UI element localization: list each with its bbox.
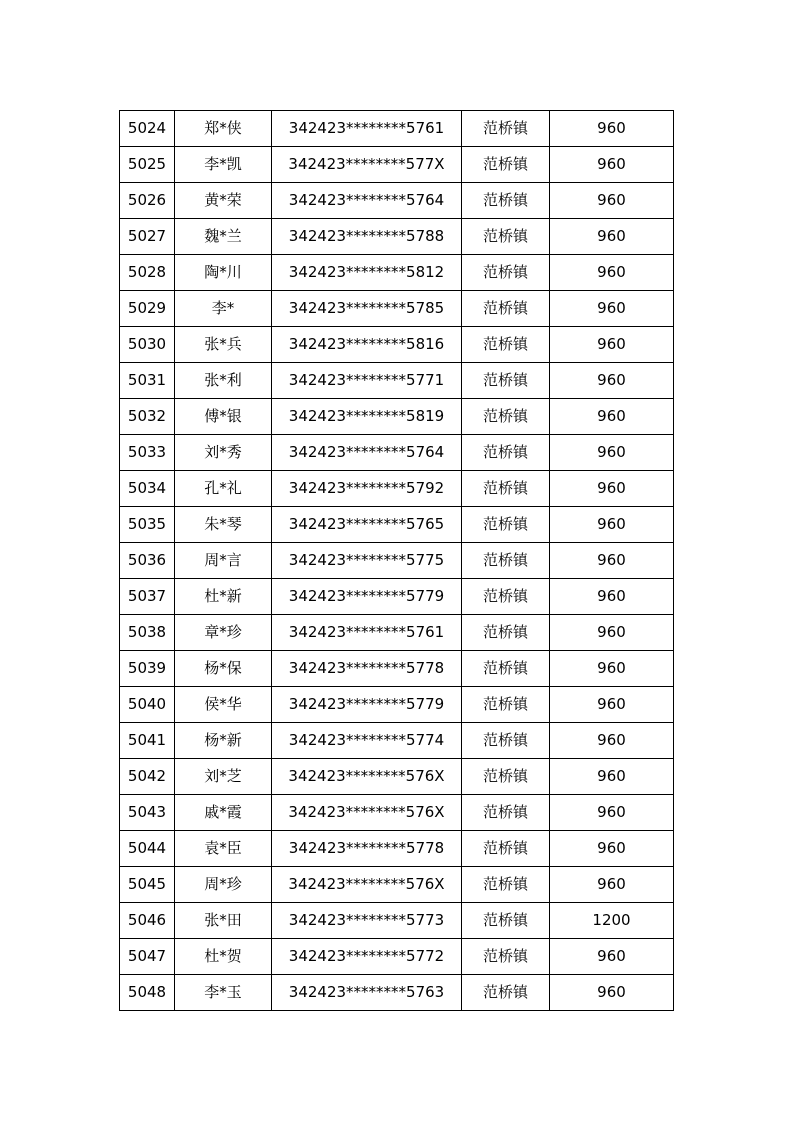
row-number-cell: 5024 — [120, 111, 175, 147]
table-row — [120, 723, 674, 759]
id-number-cell: 342423********5763 — [272, 975, 462, 1011]
name-cell: 李*玉 — [175, 975, 272, 1011]
town-cell: 范桥镇 — [462, 615, 550, 651]
id-number-cell: 342423********576X — [272, 795, 462, 831]
town-cell: 范桥镇 — [462, 111, 550, 147]
town-cell: 范桥镇 — [462, 183, 550, 219]
amount-cell: 960 — [550, 219, 674, 255]
amount-cell: 1200 — [550, 903, 674, 939]
row-number-cell: 5044 — [120, 831, 175, 867]
amount-cell: 960 — [550, 975, 674, 1011]
town-cell: 范桥镇 — [462, 687, 550, 723]
row-number-cell: 5038 — [120, 615, 175, 651]
amount-cell: 960 — [550, 363, 674, 399]
row-number-cell: 5048 — [120, 975, 175, 1011]
amount-cell: 960 — [550, 615, 674, 651]
town-cell: 范桥镇 — [462, 867, 550, 903]
town-cell: 范桥镇 — [462, 435, 550, 471]
amount-cell: 960 — [550, 543, 674, 579]
id-number-cell: 342423********5819 — [272, 399, 462, 435]
amount-cell: 960 — [550, 327, 674, 363]
row-number-cell: 5026 — [120, 183, 175, 219]
name-cell: 陶*川 — [175, 255, 272, 291]
amount-cell: 960 — [550, 471, 674, 507]
amount-cell: 960 — [550, 255, 674, 291]
id-number-cell: 342423********5788 — [272, 219, 462, 255]
roster-table — [119, 110, 674, 1011]
row-number-cell: 5033 — [120, 435, 175, 471]
amount-cell: 960 — [550, 687, 674, 723]
table-row — [120, 687, 674, 723]
town-cell: 范桥镇 — [462, 939, 550, 975]
name-cell: 杨*新 — [175, 723, 272, 759]
table-row — [120, 147, 674, 183]
table-row — [120, 255, 674, 291]
row-number-cell: 5034 — [120, 471, 175, 507]
name-cell: 刘*芝 — [175, 759, 272, 795]
row-number-cell: 5041 — [120, 723, 175, 759]
town-cell: 范桥镇 — [462, 147, 550, 183]
id-number-cell: 342423********5774 — [272, 723, 462, 759]
name-cell: 张*利 — [175, 363, 272, 399]
name-cell: 朱*琴 — [175, 507, 272, 543]
name-cell: 杨*保 — [175, 651, 272, 687]
amount-cell: 960 — [550, 507, 674, 543]
name-cell: 戚*霞 — [175, 795, 272, 831]
id-number-cell: 342423********5785 — [272, 291, 462, 327]
id-number-cell: 342423********5765 — [272, 507, 462, 543]
town-cell: 范桥镇 — [462, 291, 550, 327]
row-number-cell: 5025 — [120, 147, 175, 183]
row-number-cell: 5043 — [120, 795, 175, 831]
town-cell: 范桥镇 — [462, 831, 550, 867]
town-cell: 范桥镇 — [462, 543, 550, 579]
town-cell: 范桥镇 — [462, 759, 550, 795]
row-number-cell: 5035 — [120, 507, 175, 543]
town-cell: 范桥镇 — [462, 723, 550, 759]
name-cell: 郑*侠 — [175, 111, 272, 147]
table-row — [120, 399, 674, 435]
amount-cell: 960 — [550, 579, 674, 615]
id-number-cell: 342423********5812 — [272, 255, 462, 291]
id-number-cell: 342423********5771 — [272, 363, 462, 399]
name-cell: 黄*荣 — [175, 183, 272, 219]
row-number-cell: 5046 — [120, 903, 175, 939]
amount-cell: 960 — [550, 147, 674, 183]
amount-cell: 960 — [550, 939, 674, 975]
town-cell: 范桥镇 — [462, 471, 550, 507]
id-number-cell: 342423********5792 — [272, 471, 462, 507]
name-cell: 魏*兰 — [175, 219, 272, 255]
town-cell: 范桥镇 — [462, 507, 550, 543]
table-row — [120, 111, 674, 147]
name-cell: 袁*臣 — [175, 831, 272, 867]
name-cell: 张*田 — [175, 903, 272, 939]
roster-table-body — [120, 111, 674, 1011]
table-row — [120, 759, 674, 795]
table-row — [120, 435, 674, 471]
amount-cell: 960 — [550, 795, 674, 831]
row-number-cell: 5032 — [120, 399, 175, 435]
town-cell: 范桥镇 — [462, 651, 550, 687]
name-cell: 刘*秀 — [175, 435, 272, 471]
row-number-cell: 5029 — [120, 291, 175, 327]
amount-cell: 960 — [550, 831, 674, 867]
name-cell: 杜*贺 — [175, 939, 272, 975]
row-number-cell: 5031 — [120, 363, 175, 399]
name-cell: 李* — [175, 291, 272, 327]
id-number-cell: 342423********576X — [272, 867, 462, 903]
table-row — [120, 975, 674, 1011]
name-cell: 孔*礼 — [175, 471, 272, 507]
row-number-cell: 5027 — [120, 219, 175, 255]
town-cell: 范桥镇 — [462, 363, 550, 399]
table-row — [120, 471, 674, 507]
amount-cell: 960 — [550, 651, 674, 687]
amount-cell: 960 — [550, 435, 674, 471]
id-number-cell: 342423********5775 — [272, 543, 462, 579]
amount-cell: 960 — [550, 867, 674, 903]
row-number-cell: 5028 — [120, 255, 175, 291]
town-cell: 范桥镇 — [462, 327, 550, 363]
town-cell: 范桥镇 — [462, 903, 550, 939]
town-cell: 范桥镇 — [462, 579, 550, 615]
table-row — [120, 219, 674, 255]
id-number-cell: 342423********576X — [272, 759, 462, 795]
name-cell: 杜*新 — [175, 579, 272, 615]
row-number-cell: 5040 — [120, 687, 175, 723]
table-row — [120, 183, 674, 219]
table-row — [120, 543, 674, 579]
table-row — [120, 831, 674, 867]
id-number-cell: 342423********5761 — [272, 111, 462, 147]
id-number-cell: 342423********5761 — [272, 615, 462, 651]
id-number-cell: 342423********5816 — [272, 327, 462, 363]
town-cell: 范桥镇 — [462, 255, 550, 291]
name-cell: 李*凯 — [175, 147, 272, 183]
name-cell: 周*珍 — [175, 867, 272, 903]
table-row — [120, 795, 674, 831]
town-cell: 范桥镇 — [462, 975, 550, 1011]
id-number-cell: 342423********5778 — [272, 831, 462, 867]
row-number-cell: 5037 — [120, 579, 175, 615]
amount-cell: 960 — [550, 759, 674, 795]
table-row — [120, 327, 674, 363]
name-cell: 周*言 — [175, 543, 272, 579]
row-number-cell: 5036 — [120, 543, 175, 579]
name-cell: 章*珍 — [175, 615, 272, 651]
table-row — [120, 363, 674, 399]
name-cell: 侯*华 — [175, 687, 272, 723]
table-row — [120, 615, 674, 651]
table-row — [120, 291, 674, 327]
amount-cell: 960 — [550, 723, 674, 759]
row-number-cell: 5047 — [120, 939, 175, 975]
table-row — [120, 507, 674, 543]
town-cell: 范桥镇 — [462, 795, 550, 831]
id-number-cell: 342423********577X — [272, 147, 462, 183]
amount-cell: 960 — [550, 111, 674, 147]
table-row — [120, 579, 674, 615]
id-number-cell: 342423********5778 — [272, 651, 462, 687]
row-number-cell: 5042 — [120, 759, 175, 795]
table-row — [120, 867, 674, 903]
id-number-cell: 342423********5772 — [272, 939, 462, 975]
table-row — [120, 939, 674, 975]
row-number-cell: 5045 — [120, 867, 175, 903]
id-number-cell: 342423********5764 — [272, 183, 462, 219]
amount-cell: 960 — [550, 291, 674, 327]
town-cell: 范桥镇 — [462, 399, 550, 435]
name-cell: 张*兵 — [175, 327, 272, 363]
row-number-cell: 5030 — [120, 327, 175, 363]
amount-cell: 960 — [550, 399, 674, 435]
name-cell: 傅*银 — [175, 399, 272, 435]
town-cell: 范桥镇 — [462, 219, 550, 255]
row-number-cell: 5039 — [120, 651, 175, 687]
id-number-cell: 342423********5779 — [272, 687, 462, 723]
table-row — [120, 651, 674, 687]
id-number-cell: 342423********5764 — [272, 435, 462, 471]
id-number-cell: 342423********5779 — [272, 579, 462, 615]
amount-cell: 960 — [550, 183, 674, 219]
id-number-cell: 342423********5773 — [272, 903, 462, 939]
table-row — [120, 903, 674, 939]
